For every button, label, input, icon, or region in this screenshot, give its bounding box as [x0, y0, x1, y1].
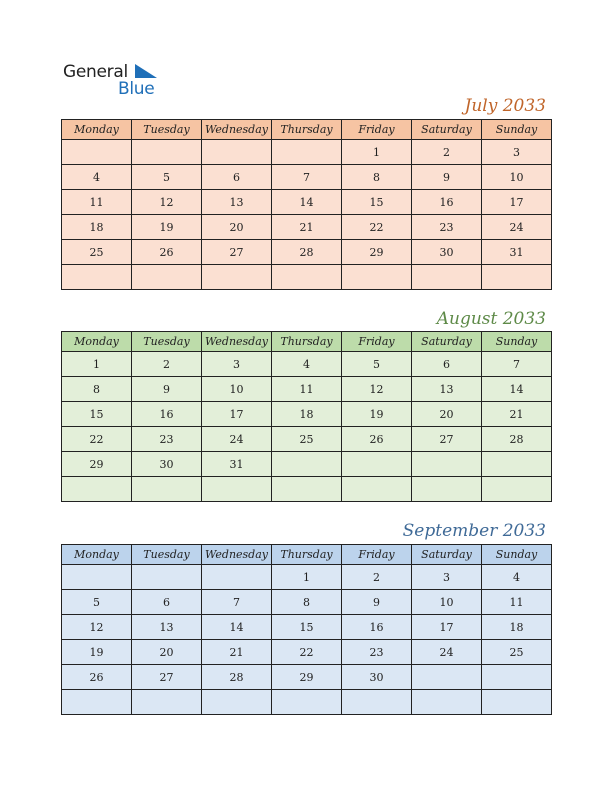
day-cell: 20 [202, 215, 272, 240]
day-cell: 28 [482, 427, 552, 452]
day-cell [62, 477, 132, 502]
day-cell [202, 477, 272, 502]
day-cell: 16 [412, 190, 482, 215]
day-cell: 10 [202, 377, 272, 402]
day-cell [132, 265, 202, 290]
day-cell [202, 565, 272, 590]
day-cell [412, 665, 482, 690]
day-cell: 25 [62, 240, 132, 265]
day-cell: 19 [342, 402, 412, 427]
week-row [62, 352, 552, 377]
day-cell [482, 690, 552, 715]
day-cell: 2 [412, 140, 482, 165]
day-cell: 23 [132, 427, 202, 452]
weekday-header: Thursday [272, 545, 342, 565]
day-cell: 27 [202, 240, 272, 265]
day-cell [342, 452, 412, 477]
day-cell: 3 [482, 140, 552, 165]
week-row [62, 140, 552, 165]
day-cell: 20 [132, 640, 202, 665]
day-cell: 4 [62, 165, 132, 190]
day-cell [132, 140, 202, 165]
weekday-header-row [62, 120, 552, 140]
weekday-header: Wednesday [202, 120, 272, 140]
day-cell: 31 [202, 452, 272, 477]
week-row [62, 590, 552, 615]
calendar-august [61, 331, 552, 502]
day-cell: 28 [272, 240, 342, 265]
week-row [62, 477, 552, 502]
weekday-header-row [62, 545, 552, 565]
month-title-august: August 2033 [436, 309, 546, 329]
day-cell: 29 [342, 240, 412, 265]
day-cell: 13 [132, 615, 202, 640]
day-cell [482, 265, 552, 290]
day-cell: 6 [412, 352, 482, 377]
month-title-september: September 2033 [402, 521, 546, 541]
day-cell: 3 [202, 352, 272, 377]
day-cell: 30 [132, 452, 202, 477]
weekday-header: Friday [342, 332, 412, 352]
day-cell: 19 [132, 215, 202, 240]
week-row [62, 565, 552, 590]
day-cell: 29 [62, 452, 132, 477]
week-row [62, 240, 552, 265]
day-cell [272, 690, 342, 715]
weekday-header: Tuesday [132, 120, 202, 140]
day-cell: 4 [272, 352, 342, 377]
weekday-header: Sunday [482, 120, 552, 140]
day-cell: 18 [62, 215, 132, 240]
day-cell: 12 [342, 377, 412, 402]
week-row [62, 190, 552, 215]
weekday-header: Thursday [272, 120, 342, 140]
day-cell: 28 [202, 665, 272, 690]
day-cell: 9 [132, 377, 202, 402]
day-cell: 16 [342, 615, 412, 640]
calendar-september [61, 544, 552, 715]
day-cell: 7 [272, 165, 342, 190]
day-cell: 5 [132, 165, 202, 190]
day-cell: 6 [202, 165, 272, 190]
weekday-header: Saturday [412, 120, 482, 140]
day-cell [342, 265, 412, 290]
weekday-header: Tuesday [132, 545, 202, 565]
weekday-header: Wednesday [202, 332, 272, 352]
day-cell: 15 [342, 190, 412, 215]
day-cell [482, 477, 552, 502]
weekday-header: Tuesday [132, 332, 202, 352]
day-cell: 11 [62, 190, 132, 215]
day-cell: 10 [412, 590, 482, 615]
day-cell: 6 [132, 590, 202, 615]
day-cell: 14 [272, 190, 342, 215]
day-cell: 27 [412, 427, 482, 452]
day-cell: 14 [202, 615, 272, 640]
day-cell: 20 [412, 402, 482, 427]
day-cell [412, 690, 482, 715]
day-cell [132, 690, 202, 715]
day-cell [482, 452, 552, 477]
logo-word-blue: Blue [118, 79, 155, 99]
day-cell: 7 [482, 352, 552, 377]
day-cell: 26 [132, 240, 202, 265]
day-cell: 3 [412, 565, 482, 590]
day-cell: 21 [482, 402, 552, 427]
day-cell [132, 565, 202, 590]
day-cell: 5 [342, 352, 412, 377]
day-cell [272, 140, 342, 165]
weekday-header: Sunday [482, 332, 552, 352]
day-cell [272, 477, 342, 502]
day-cell: 13 [202, 190, 272, 215]
day-cell: 5 [62, 590, 132, 615]
day-cell: 9 [342, 590, 412, 615]
logo-word-general: General [63, 62, 128, 82]
day-cell: 13 [412, 377, 482, 402]
day-cell: 21 [202, 640, 272, 665]
weekday-header: Monday [62, 545, 132, 565]
day-cell: 9 [412, 165, 482, 190]
day-cell: 12 [132, 190, 202, 215]
day-cell: 12 [62, 615, 132, 640]
generalblue-logo [63, 62, 163, 98]
day-cell: 8 [62, 377, 132, 402]
day-cell: 21 [272, 215, 342, 240]
week-row [62, 165, 552, 190]
day-cell: 24 [202, 427, 272, 452]
week-row [62, 665, 552, 690]
day-cell: 26 [342, 427, 412, 452]
day-cell: 27 [132, 665, 202, 690]
week-row [62, 215, 552, 240]
weekday-header: Thursday [272, 332, 342, 352]
week-row [62, 615, 552, 640]
day-cell: 16 [132, 402, 202, 427]
day-cell: 23 [412, 215, 482, 240]
weekday-header: Saturday [412, 545, 482, 565]
day-cell: 8 [272, 590, 342, 615]
day-cell [412, 477, 482, 502]
weekday-header: Friday [342, 545, 412, 565]
day-cell [342, 477, 412, 502]
day-cell: 18 [272, 402, 342, 427]
weekday-header: Wednesday [202, 545, 272, 565]
day-cell: 25 [482, 640, 552, 665]
day-cell [272, 265, 342, 290]
week-row [62, 427, 552, 452]
day-cell: 1 [342, 140, 412, 165]
day-cell: 23 [342, 640, 412, 665]
day-cell: 30 [342, 665, 412, 690]
day-cell: 22 [62, 427, 132, 452]
day-cell [62, 690, 132, 715]
day-cell [62, 140, 132, 165]
week-row [62, 265, 552, 290]
day-cell: 19 [62, 640, 132, 665]
day-cell [342, 690, 412, 715]
day-cell [62, 565, 132, 590]
day-cell: 14 [482, 377, 552, 402]
day-cell: 2 [342, 565, 412, 590]
week-row [62, 452, 552, 477]
day-cell [132, 477, 202, 502]
day-cell: 24 [412, 640, 482, 665]
day-cell: 17 [412, 615, 482, 640]
week-row [62, 640, 552, 665]
day-cell: 25 [272, 427, 342, 452]
day-cell: 15 [272, 615, 342, 640]
day-cell: 18 [482, 615, 552, 640]
weekday-header-row [62, 332, 552, 352]
day-cell: 24 [482, 215, 552, 240]
logo-triangle-icon [135, 64, 157, 78]
week-row [62, 690, 552, 715]
day-cell [272, 452, 342, 477]
weekday-header: Monday [62, 120, 132, 140]
weekday-header: Friday [342, 120, 412, 140]
weekday-header: Monday [62, 332, 132, 352]
day-cell [482, 665, 552, 690]
day-cell: 11 [482, 590, 552, 615]
day-cell: 17 [482, 190, 552, 215]
day-cell: 1 [272, 565, 342, 590]
day-cell: 22 [342, 215, 412, 240]
day-cell: 11 [272, 377, 342, 402]
day-cell: 17 [202, 402, 272, 427]
day-cell: 8 [342, 165, 412, 190]
day-cell [202, 140, 272, 165]
day-cell: 31 [482, 240, 552, 265]
day-cell: 26 [62, 665, 132, 690]
calendar-july [61, 119, 552, 290]
day-cell [202, 265, 272, 290]
day-cell: 1 [62, 352, 132, 377]
month-title-july: July 2033 [464, 96, 546, 116]
weekday-header: Saturday [412, 332, 482, 352]
day-cell [62, 265, 132, 290]
day-cell [412, 452, 482, 477]
day-cell: 7 [202, 590, 272, 615]
day-cell: 15 [62, 402, 132, 427]
day-cell: 4 [482, 565, 552, 590]
week-row [62, 402, 552, 427]
day-cell: 29 [272, 665, 342, 690]
day-cell: 10 [482, 165, 552, 190]
day-cell: 30 [412, 240, 482, 265]
weekday-header: Sunday [482, 545, 552, 565]
day-cell [202, 690, 272, 715]
day-cell: 2 [132, 352, 202, 377]
day-cell: 22 [272, 640, 342, 665]
week-row [62, 377, 552, 402]
day-cell [412, 265, 482, 290]
